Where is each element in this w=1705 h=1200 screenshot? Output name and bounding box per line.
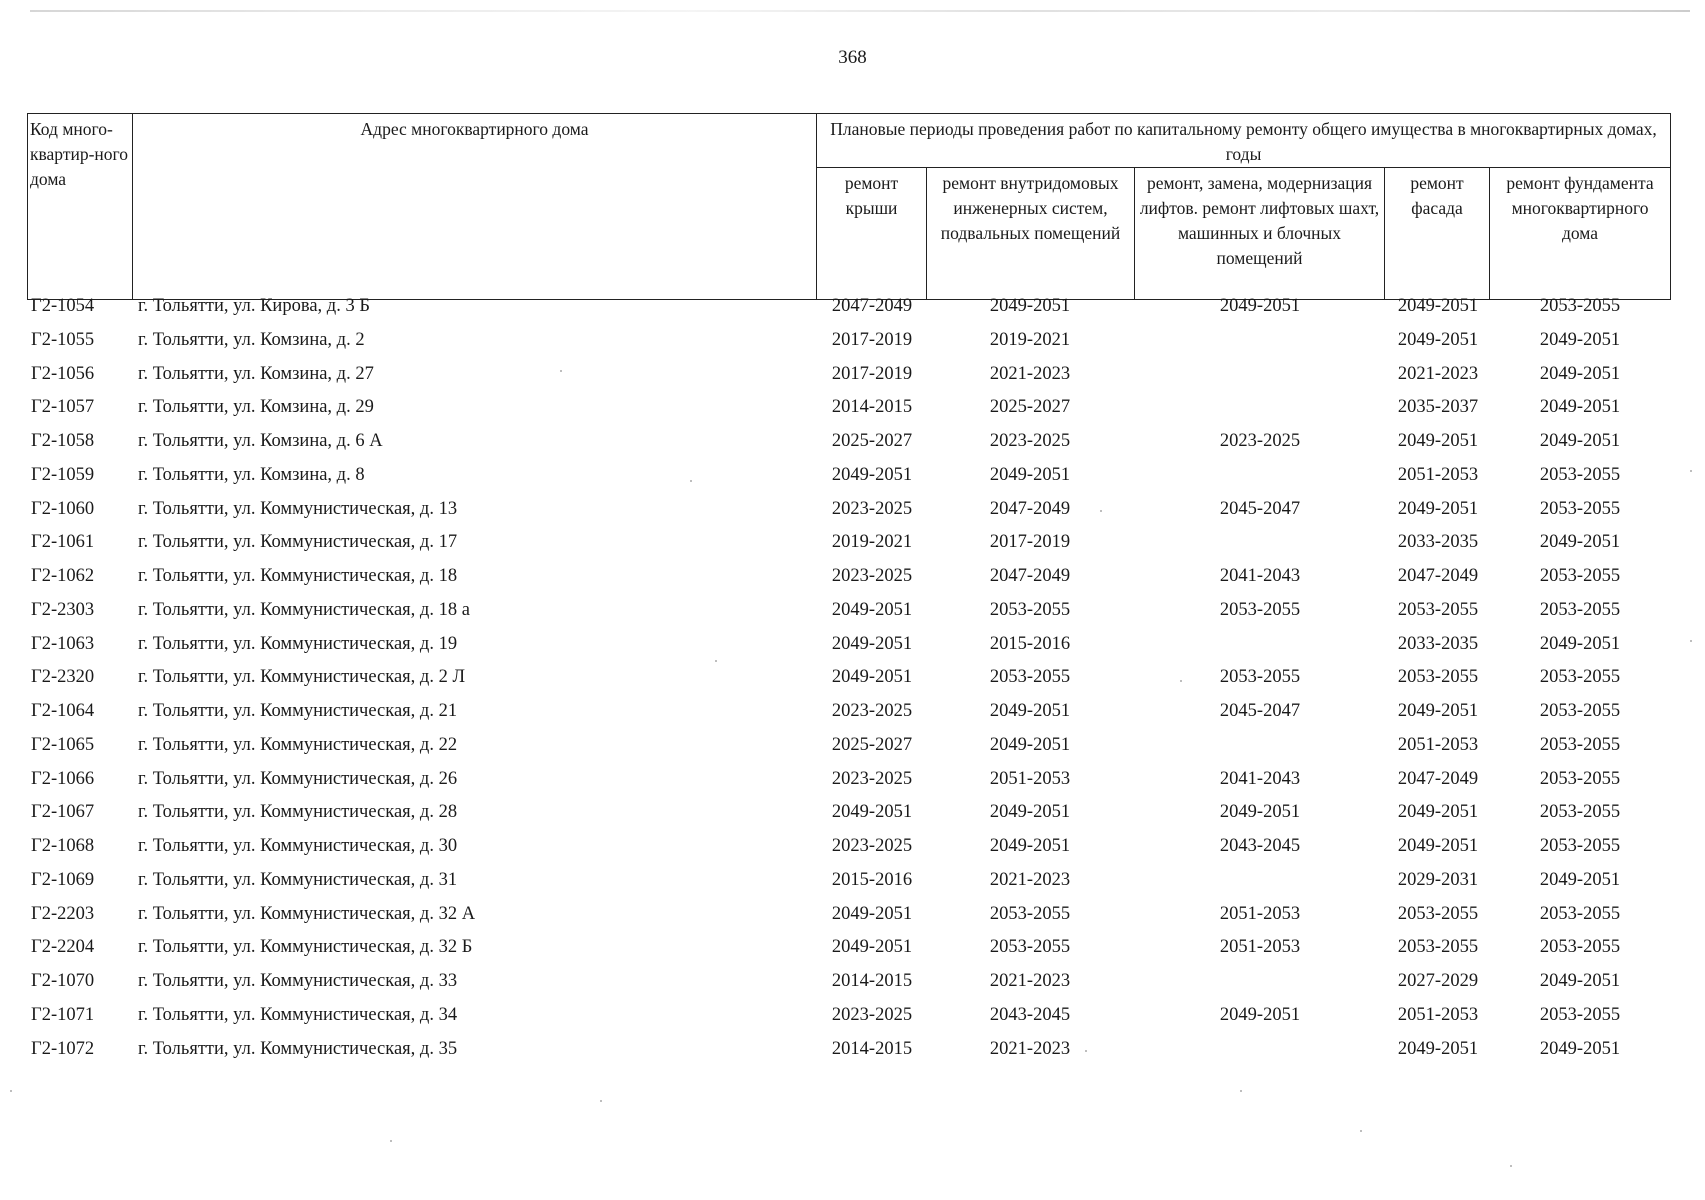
period-facade: 2021-2023: [1397, 363, 1479, 384]
header-foundation: ремонт фундамента многоквартирного дома: [1490, 168, 1671, 300]
period-foundation: 2053-2055: [1539, 701, 1621, 721]
period-foundation: 2053-2055: [1539, 768, 1621, 789]
period-systems: 2023-2025: [989, 431, 1071, 451]
period-roof: 2049-2051: [831, 937, 913, 958]
house-address: г. Тольятти, ул. Комзина, д. 6 А: [138, 431, 383, 451]
period-facade: 2029-2031: [1397, 869, 1479, 890]
house-address: г. Тольятти, ул. Коммунистическая, д. 22: [138, 734, 458, 755]
period-roof: 2049-2051: [831, 633, 913, 654]
period-foundation: 2053-2055: [1539, 498, 1621, 519]
period-facade: 2033-2035: [1397, 633, 1479, 654]
period-systems: 2053-2055: [989, 599, 1071, 620]
house-code: Г2-1055: [31, 329, 95, 350]
period-roof: 2023-2025: [831, 1004, 913, 1025]
period-facade: 2049-2051: [1397, 802, 1479, 823]
house-address: г. Тольятти, ул. Коммунистическая, д. 26: [138, 768, 458, 789]
period-foundation: 2053-2055: [1539, 464, 1621, 485]
period-foundation: 2049-2051: [1539, 532, 1621, 553]
period-systems: 2051-2053: [989, 768, 1071, 789]
period-roof: 2014-2015: [831, 397, 913, 418]
period-foundation: 2049-2051: [1539, 397, 1621, 418]
header-address: Адрес многоквартирного дома: [133, 114, 817, 300]
period-systems: 2049-2051: [989, 734, 1071, 755]
house-address: г. Тольятти, ул. Коммунистическая, д. 32 Б: [138, 937, 473, 958]
period-roof: 2023-2025: [831, 768, 913, 789]
house-code: Г2-1066: [31, 768, 95, 789]
house-code: Г2-1062: [31, 566, 95, 586]
period-systems: 2049-2051: [989, 802, 1071, 823]
house-address: г. Тольятти, ул. Коммунистическая, д. 33: [138, 971, 458, 991]
table-header: [27, 113, 1671, 300]
house-code: Г2-1054: [31, 296, 95, 316]
period-roof: 2049-2051: [831, 802, 913, 823]
period-facade: 2047-2049: [1397, 768, 1479, 789]
period-systems: 2053-2055: [989, 937, 1071, 958]
period-lifts: 2041-2043: [1219, 566, 1301, 586]
period-roof: 2017-2019: [831, 363, 913, 384]
period-systems: 2049-2051: [989, 701, 1071, 721]
period-systems: 2021-2023: [989, 1038, 1071, 1059]
period-systems: 2019-2021: [989, 329, 1071, 350]
table-row: [0, 1040, 1705, 1074]
period-foundation: 2049-2051: [1539, 1038, 1621, 1059]
house-code: Г2-2320: [31, 667, 95, 688]
period-roof: 2025-2027: [831, 431, 913, 451]
period-roof: 2015-2016: [831, 869, 913, 890]
house-code: Г2-1068: [31, 836, 95, 856]
period-systems: 2053-2055: [989, 903, 1071, 924]
house-address: г. Тольятти, ул. Коммунистическая, д. 13: [138, 498, 458, 519]
house-address: г. Тольятти, ул. Коммунистическая, д. 2 Л: [138, 667, 466, 688]
house-code: Г2-1058: [31, 431, 95, 451]
house-code: Г2-1063: [31, 633, 95, 654]
period-facade: 2049-2051: [1397, 1038, 1479, 1059]
period-roof: 2023-2025: [831, 498, 913, 519]
period-systems: 2049-2051: [989, 464, 1071, 485]
house-address: г. Тольятти, ул. Коммунистическая, д. 30: [138, 836, 458, 856]
period-facade: 2053-2055: [1397, 903, 1479, 924]
house-address: г. Тольятти, ул. Коммунистическая, д. 31: [138, 869, 458, 890]
period-facade: 2053-2055: [1397, 667, 1479, 688]
period-foundation: 2053-2055: [1539, 667, 1621, 688]
period-lifts: 2049-2051: [1219, 1004, 1301, 1025]
house-code: Г2-1070: [31, 971, 95, 991]
period-foundation: 2053-2055: [1539, 836, 1621, 856]
period-foundation: 2049-2051: [1539, 363, 1621, 384]
period-roof: 2023-2025: [831, 701, 913, 721]
house-address: г. Тольятти, ул. Комзина, д. 29: [138, 397, 374, 418]
house-code: Г2-1056: [31, 363, 95, 384]
period-facade: 2047-2049: [1397, 566, 1479, 586]
house-address: г. Тольятти, ул. Комзина, д. 8: [138, 464, 365, 485]
period-foundation: 2053-2055: [1539, 566, 1621, 586]
period-foundation: 2049-2051: [1539, 971, 1621, 991]
house-address: г. Тольятти, ул. Кирова, д. 3 Б: [138, 296, 370, 316]
period-foundation: 2053-2055: [1539, 937, 1621, 958]
house-code: Г2-2204: [31, 937, 95, 958]
house-address: г. Тольятти, ул. Коммунистическая, д. 34: [138, 1004, 458, 1025]
period-roof: 2014-2015: [831, 971, 913, 991]
period-lifts: 2051-2053: [1219, 903, 1301, 924]
house-code: Г2-1064: [31, 701, 95, 721]
period-facade: 2049-2051: [1397, 431, 1479, 451]
house-code: Г2-1069: [31, 869, 95, 890]
period-systems: 2025-2027: [989, 397, 1071, 418]
page-number: 368: [838, 47, 867, 68]
period-facade: 2049-2051: [1397, 329, 1479, 350]
house-code: Г2-1072: [31, 1038, 95, 1059]
period-systems: 2021-2023: [989, 971, 1071, 991]
house-address: г. Тольятти, ул. Коммунистическая, д. 18 а: [138, 599, 470, 620]
period-facade: 2033-2035: [1397, 532, 1479, 553]
period-facade: 2049-2051: [1397, 701, 1479, 721]
period-facade: 2049-2051: [1397, 296, 1479, 316]
period-systems: 2049-2051: [989, 836, 1071, 856]
header-roof: ремонт крыши: [817, 168, 927, 300]
period-facade: 2053-2055: [1397, 937, 1479, 958]
period-lifts: 2041-2043: [1219, 768, 1301, 789]
house-code: Г2-2303: [31, 599, 95, 620]
period-roof: 2049-2051: [831, 667, 913, 688]
period-foundation: 2049-2051: [1539, 869, 1621, 890]
period-foundation: 2049-2051: [1539, 329, 1621, 350]
house-address: г. Тольятти, ул. Комзина, д. 2: [138, 329, 365, 350]
period-foundation: 2053-2055: [1539, 296, 1621, 316]
period-lifts: 2045-2047: [1219, 498, 1301, 519]
period-systems: 2015-2016: [989, 633, 1071, 654]
header-systems: ремонт внутридомовых инженерных систем, подвальных помещений: [927, 168, 1135, 300]
period-roof: 2014-2015: [831, 1038, 913, 1059]
period-roof: 2023-2025: [831, 566, 913, 586]
house-address: г. Тольятти, ул. Коммунистическая, д. 19: [138, 633, 458, 654]
period-roof: 2025-2027: [831, 734, 913, 755]
period-systems: 2021-2023: [989, 869, 1071, 890]
period-systems: 2043-2045: [989, 1004, 1071, 1025]
period-foundation: 2053-2055: [1539, 1004, 1621, 1025]
period-systems: 2049-2051: [989, 296, 1071, 316]
period-lifts: 2045-2047: [1219, 701, 1301, 721]
period-roof: 2049-2051: [831, 599, 913, 620]
period-systems: 2017-2019: [989, 532, 1071, 553]
house-address: г. Тольятти, ул. Коммунистическая, д. 32 А: [138, 903, 476, 924]
period-facade: 2053-2055: [1397, 599, 1479, 620]
period-roof: 2019-2021: [831, 532, 913, 553]
house-code: Г2-1071: [31, 1004, 95, 1025]
header-facade: ремонт фасада: [1385, 168, 1490, 300]
period-foundation: 2049-2051: [1539, 431, 1621, 451]
period-roof: 2049-2051: [831, 903, 913, 924]
period-foundation: 2053-2055: [1539, 734, 1621, 755]
period-roof: 2049-2051: [831, 464, 913, 485]
period-lifts: 2053-2055: [1219, 667, 1301, 688]
period-lifts: 2023-2025: [1219, 431, 1301, 451]
house-code: Г2-1067: [31, 802, 95, 823]
period-foundation: 2053-2055: [1539, 802, 1621, 823]
header-lifts: ремонт, замена, модернизация лифтов. ремонт лифтовых шахт, машинных и блочных помещений: [1135, 168, 1385, 300]
house-code: Г2-1057: [31, 397, 95, 418]
period-facade: 2035-2037: [1397, 397, 1479, 418]
house-address: г. Тольятти, ул. Коммунистическая, д. 28: [138, 802, 458, 823]
period-lifts: 2043-2045: [1219, 836, 1301, 856]
period-roof: 2047-2049: [831, 296, 913, 316]
house-address: г. Тольятти, ул. Комзина, д. 27: [138, 363, 374, 384]
period-facade: 2051-2053: [1397, 464, 1479, 485]
house-address: г. Тольятти, ул. Коммунистическая, д. 35: [138, 1038, 458, 1059]
period-facade: 2049-2051: [1397, 836, 1479, 856]
period-foundation: 2053-2055: [1539, 599, 1621, 620]
house-code: Г2-1059: [31, 464, 95, 485]
period-foundation: 2053-2055: [1539, 903, 1621, 924]
header-code: Код много-квартир-ного дома: [28, 114, 133, 300]
period-lifts: 2053-2055: [1219, 599, 1301, 620]
period-systems: 2053-2055: [989, 667, 1071, 688]
house-code: Г2-1060: [31, 498, 95, 519]
house-address: г. Тольятти, ул. Коммунистическая, д. 17: [138, 532, 458, 553]
header-periods-title: Плановые периоды проведения работ по капитальному ремонту общего имущества в многоквартирных домах, годы: [817, 114, 1671, 168]
house-code: Г2-1061: [31, 532, 95, 553]
period-systems: 2047-2049: [989, 498, 1071, 519]
period-facade: 2049-2051: [1397, 498, 1479, 519]
period-roof: 2017-2019: [831, 329, 913, 350]
period-systems: 2047-2049: [989, 566, 1071, 586]
house-address: г. Тольятти, ул. Коммунистическая, д. 21: [138, 701, 458, 721]
house-address: г. Тольятти, ул. Коммунистическая, д. 18: [138, 566, 458, 586]
period-foundation: 2049-2051: [1539, 633, 1621, 654]
period-lifts: 2051-2053: [1219, 937, 1301, 958]
period-lifts: 2049-2051: [1219, 296, 1301, 316]
period-facade: 2051-2053: [1397, 734, 1479, 755]
period-systems: 2021-2023: [989, 363, 1071, 384]
period-facade: 2051-2053: [1397, 1004, 1479, 1025]
period-roof: 2023-2025: [831, 836, 913, 856]
period-facade: 2027-2029: [1397, 971, 1479, 991]
scan-edge: [30, 10, 1690, 12]
house-code: Г2-2203: [31, 903, 95, 924]
house-code: Г2-1065: [31, 734, 95, 755]
period-lifts: 2049-2051: [1219, 802, 1301, 823]
